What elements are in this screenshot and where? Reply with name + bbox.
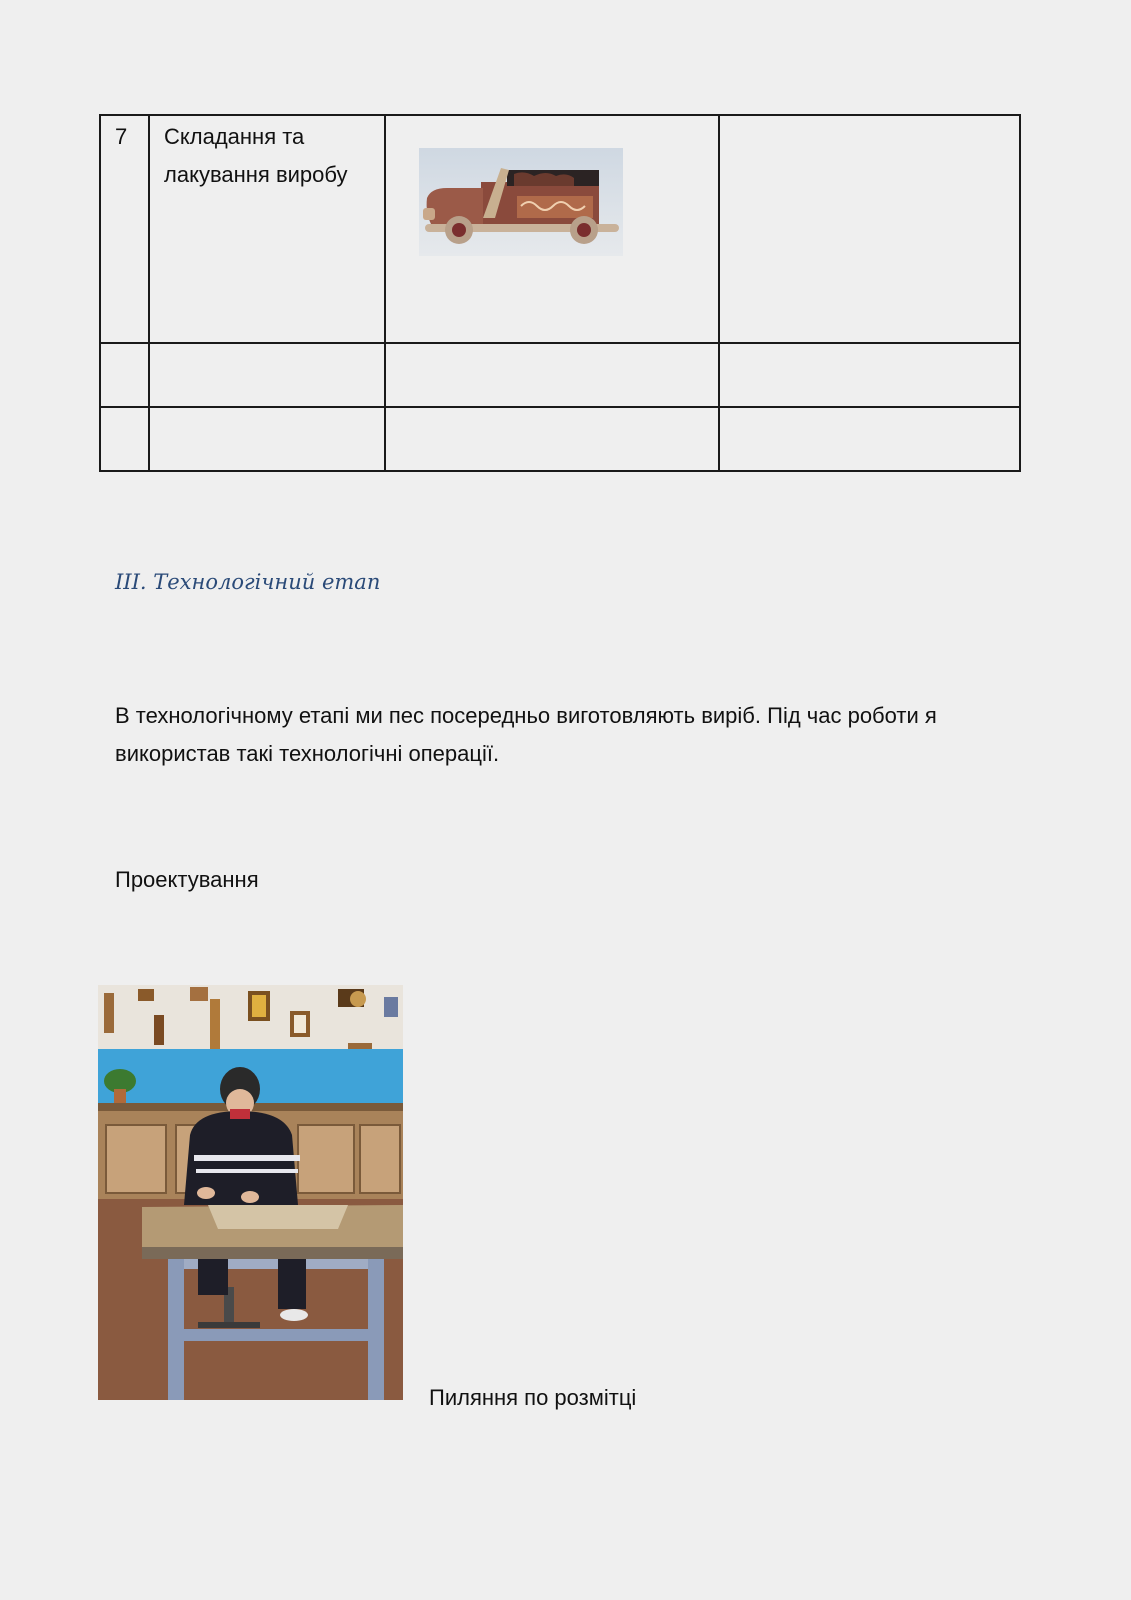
subheading: Проектування xyxy=(115,867,259,892)
photo-cell xyxy=(385,343,719,407)
operations-table xyxy=(99,114,1021,472)
note-cell xyxy=(719,343,1020,407)
body-paragraph: В технологічному етапі ми пес посередньо виготовляють виріб. Під час роботи я використав такі технологічні операції. xyxy=(115,703,937,766)
table-row xyxy=(100,343,1020,407)
note-cell xyxy=(719,115,1020,343)
section-heading: ІІІ. Технологічний етап xyxy=(115,570,381,594)
operation-cell xyxy=(149,343,385,407)
row-number-cell: 7 xyxy=(100,115,149,343)
operation-cell: Складання та лакування виробу xyxy=(149,115,385,343)
row-number-cell xyxy=(100,343,149,407)
note-cell xyxy=(719,407,1020,471)
photo-cell xyxy=(385,115,719,343)
photo-cell xyxy=(385,407,719,471)
operation-cell xyxy=(149,407,385,471)
wooden-toy-car-photo xyxy=(419,148,623,256)
table-row xyxy=(100,115,1020,343)
table-row xyxy=(100,407,1020,471)
photo-caption: Пиляння по розмітці xyxy=(429,1385,637,1410)
student-at-workbench-photo xyxy=(98,985,403,1400)
row-number-cell xyxy=(100,407,149,471)
